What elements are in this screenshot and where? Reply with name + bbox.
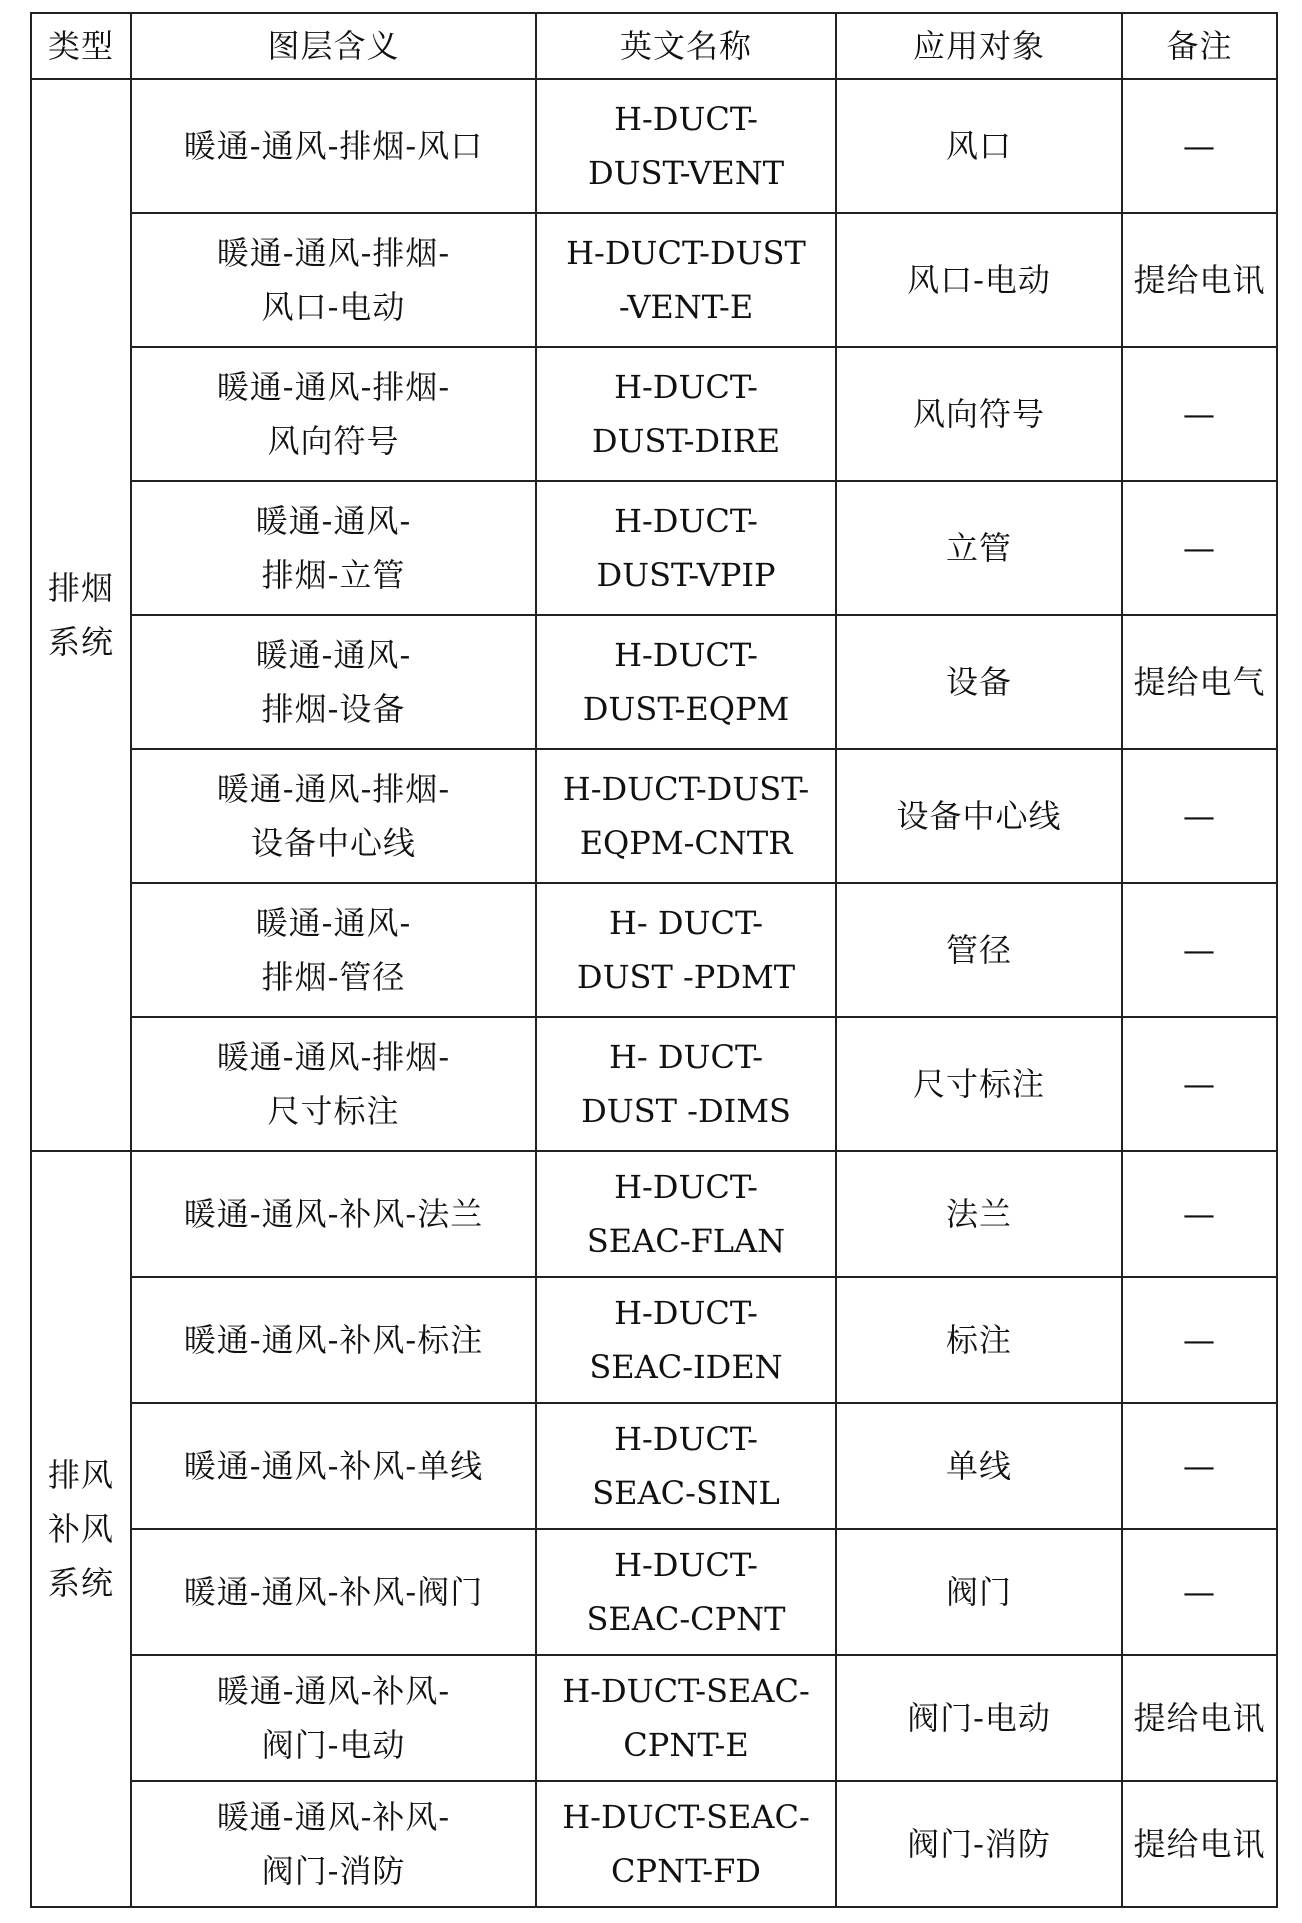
english-name-cell-line: EQPM-CNTR: [579, 824, 793, 862]
table-body: [31, 79, 1277, 1907]
layer-meaning-cell-line: 暖通-通风-补风-: [216, 1672, 451, 1710]
english-name-cell: [536, 1529, 836, 1655]
table-row: [31, 883, 1277, 1017]
layer-meaning-cell: [131, 1017, 536, 1151]
table-row: [31, 1655, 1277, 1781]
layer-standard-document: [30, 12, 1278, 1908]
layer-meaning-cell-line: 尺寸标注: [267, 1092, 400, 1130]
applied-object-cell: 单线: [836, 1403, 1122, 1529]
category-label-line: 补风: [47, 1510, 114, 1548]
applied-object-cell: 标注: [836, 1277, 1122, 1403]
header-english-name: 英文名称: [536, 13, 836, 79]
layer-meaning-cell-line: 暖通-通风-补风-标注: [183, 1321, 484, 1359]
applied-object-cell: 法兰: [836, 1151, 1122, 1277]
english-name-cell-line: H-DUCT-: [614, 502, 758, 540]
applied-object-cell: 阀门-消防: [836, 1781, 1122, 1907]
table-row: [31, 481, 1277, 615]
applied-object-cell: 阀门-电动: [836, 1655, 1122, 1781]
english-name-cell-line: DUST-DIRE: [591, 422, 781, 460]
english-name-cell: [536, 615, 836, 749]
applied-object-cell: 设备: [836, 615, 1122, 749]
layer-meaning-cell: [131, 1151, 536, 1277]
table-row: [31, 1403, 1277, 1529]
remark-cell: —: [1122, 1403, 1277, 1529]
layer-meaning-cell-line: 暖通-通风-: [255, 502, 412, 540]
english-name-cell-line: CPNT-E: [623, 1726, 749, 1764]
category-label-line: 系统: [47, 1564, 114, 1602]
layer-meaning-cell-line: 暖通-通风-: [255, 636, 412, 674]
english-name-cell-line: DUST-VENT: [587, 154, 785, 192]
applied-object-cell: 尺寸标注: [836, 1017, 1122, 1151]
remark-cell: —: [1122, 1151, 1277, 1277]
english-name-cell: [536, 347, 836, 481]
english-name-cell-line: H-DUCT-: [614, 1546, 758, 1584]
table-row: [31, 1781, 1277, 1907]
english-name-cell-line: H-DUCT-: [614, 636, 758, 674]
category-cell: [31, 1151, 131, 1907]
remark-cell: 提给电讯: [1122, 1655, 1277, 1781]
english-name-cell-line: SEAC-IDEN: [589, 1348, 783, 1386]
english-name-cell: [536, 883, 836, 1017]
layer-meaning-cell-line: 暖通-通风-补风-单线: [183, 1447, 484, 1485]
layer-meaning-cell-line: 暖通-通风-补风-: [216, 1798, 451, 1836]
layer-meaning-cell: [131, 883, 536, 1017]
category-label-line: 排烟: [47, 569, 114, 607]
remark-cell: —: [1122, 749, 1277, 883]
layer-meaning-cell-line: 风向符号: [267, 422, 400, 460]
english-name-cell-line: H-DUCT-: [614, 1168, 758, 1206]
remark-cell: —: [1122, 883, 1277, 1017]
layer-meaning-cell: [131, 615, 536, 749]
english-name-cell: [536, 481, 836, 615]
remark-cell: —: [1122, 1529, 1277, 1655]
remark-cell: —: [1122, 481, 1277, 615]
layer-meaning-cell: [131, 1277, 536, 1403]
layer-meaning-cell: [131, 1403, 536, 1529]
category-label-line: 系统: [47, 623, 114, 661]
english-name-cell-line: CPNT-FD: [611, 1852, 761, 1890]
layer-meaning-cell: [131, 1781, 536, 1907]
layer-meaning-cell-line: 暖通-通风-排烟-: [216, 770, 451, 808]
layer-meaning-cell-line: 阀门-消防: [261, 1852, 406, 1890]
english-name-cell: [536, 1277, 836, 1403]
remark-cell: 提给电讯: [1122, 1781, 1277, 1907]
header-remark: 备注: [1122, 13, 1277, 79]
layer-meaning-cell: [131, 213, 536, 347]
header-row: [31, 13, 1277, 79]
english-name-cell-line: H-DUCT-: [614, 100, 758, 138]
remark-cell: 提给电讯: [1122, 213, 1277, 347]
category-cell: [31, 79, 131, 1151]
english-name-cell: [536, 749, 836, 883]
layer-meaning-cell-line: 暖通-通风-排烟-: [216, 234, 451, 272]
table-row: [31, 213, 1277, 347]
applied-object-cell: 风口-电动: [836, 213, 1122, 347]
header-layer-meaning: 图层含义: [131, 13, 536, 79]
english-name-cell-line: DUST -DIMS: [581, 1092, 791, 1130]
layer-meaning-cell: [131, 1655, 536, 1781]
english-name-cell-line: H-DUCT-DUST: [566, 234, 806, 272]
english-name-cell-line: H-DUCT-DUST-: [562, 770, 810, 808]
english-name-cell: [536, 1017, 836, 1151]
applied-object-cell: 管径: [836, 883, 1122, 1017]
layer-meaning-cell-line: 排烟-设备: [261, 690, 406, 728]
applied-object-cell: 立管: [836, 481, 1122, 615]
english-name-cell: [536, 1655, 836, 1781]
layer-meaning-cell-line: 暖通-通风-: [255, 904, 412, 942]
category-label-line: 排风: [47, 1456, 114, 1494]
remark-cell: 提给电气: [1122, 615, 1277, 749]
layer-meaning-cell: [131, 1529, 536, 1655]
applied-object-cell: 设备中心线: [836, 749, 1122, 883]
layer-meaning-cell-line: 暖通-通风-补风-阀门: [183, 1573, 484, 1611]
layer-meaning-cell: [131, 347, 536, 481]
remark-cell: —: [1122, 1017, 1277, 1151]
english-name-cell-line: H-DUCT-: [614, 1420, 758, 1458]
header-type: 类型: [31, 13, 131, 79]
english-name-cell-line: H-DUCT-: [614, 368, 758, 406]
table-row: [31, 347, 1277, 481]
table-row: [31, 615, 1277, 749]
english-name-cell-line: DUST-VPIP: [596, 556, 776, 594]
english-name-cell-line: SEAC-CPNT: [586, 1600, 786, 1638]
remark-cell: —: [1122, 347, 1277, 481]
table-row: [31, 1277, 1277, 1403]
layer-meaning-cell-line: 暖通-通风-排烟-: [216, 1038, 451, 1076]
english-name-cell: [536, 1151, 836, 1277]
english-name-cell-line: SEAC-FLAN: [586, 1222, 786, 1260]
english-name-cell-line: -VENT-E: [618, 288, 754, 326]
table-row: [31, 1529, 1277, 1655]
layer-meaning-cell-line: 暖通-通风-排烟-风口: [183, 127, 484, 165]
layer-meaning-cell-line: 阀门-电动: [261, 1726, 406, 1764]
english-name-cell-line: H-DUCT-: [614, 1294, 758, 1332]
layer-meaning-cell: [131, 79, 536, 213]
english-name-cell-line: H- DUCT-: [608, 904, 764, 942]
layer-meaning-cell-line: 风口-电动: [261, 288, 406, 326]
english-name-cell-line: H- DUCT-: [608, 1038, 764, 1076]
applied-object-cell: 风向符号: [836, 347, 1122, 481]
remark-cell: —: [1122, 1277, 1277, 1403]
layer-meaning-cell: [131, 481, 536, 615]
applied-object-cell: 阀门: [836, 1529, 1122, 1655]
table-row: [31, 1017, 1277, 1151]
table-row: [31, 749, 1277, 883]
layer-table: [30, 12, 1278, 1908]
english-name-cell-line: H-DUCT-SEAC-: [562, 1672, 810, 1710]
layer-meaning-cell: [131, 749, 536, 883]
table-row: [31, 79, 1277, 213]
english-name-cell-line: SEAC-SINL: [592, 1474, 780, 1512]
layer-meaning-cell-line: 暖通-通风-补风-法兰: [183, 1195, 484, 1233]
layer-meaning-cell-line: 设备中心线: [250, 824, 416, 862]
applied-object-cell: 风口: [836, 79, 1122, 213]
table-row: [31, 1151, 1277, 1277]
english-name-cell-line: DUST -PDMT: [576, 958, 796, 996]
english-name-cell-line: DUST-EQPM: [582, 690, 790, 728]
english-name-cell: [536, 1403, 836, 1529]
layer-meaning-cell-line: 排烟-立管: [261, 556, 406, 594]
header-applied-object: 应用对象: [836, 13, 1122, 79]
english-name-cell-line: H-DUCT-SEAC-: [562, 1798, 810, 1836]
layer-meaning-cell-line: 排烟-管径: [261, 958, 406, 996]
english-name-cell: [536, 213, 836, 347]
english-name-cell: [536, 79, 836, 213]
english-name-cell: [536, 1781, 836, 1907]
layer-meaning-cell-line: 暖通-通风-排烟-: [216, 368, 451, 406]
remark-cell: —: [1122, 79, 1277, 213]
